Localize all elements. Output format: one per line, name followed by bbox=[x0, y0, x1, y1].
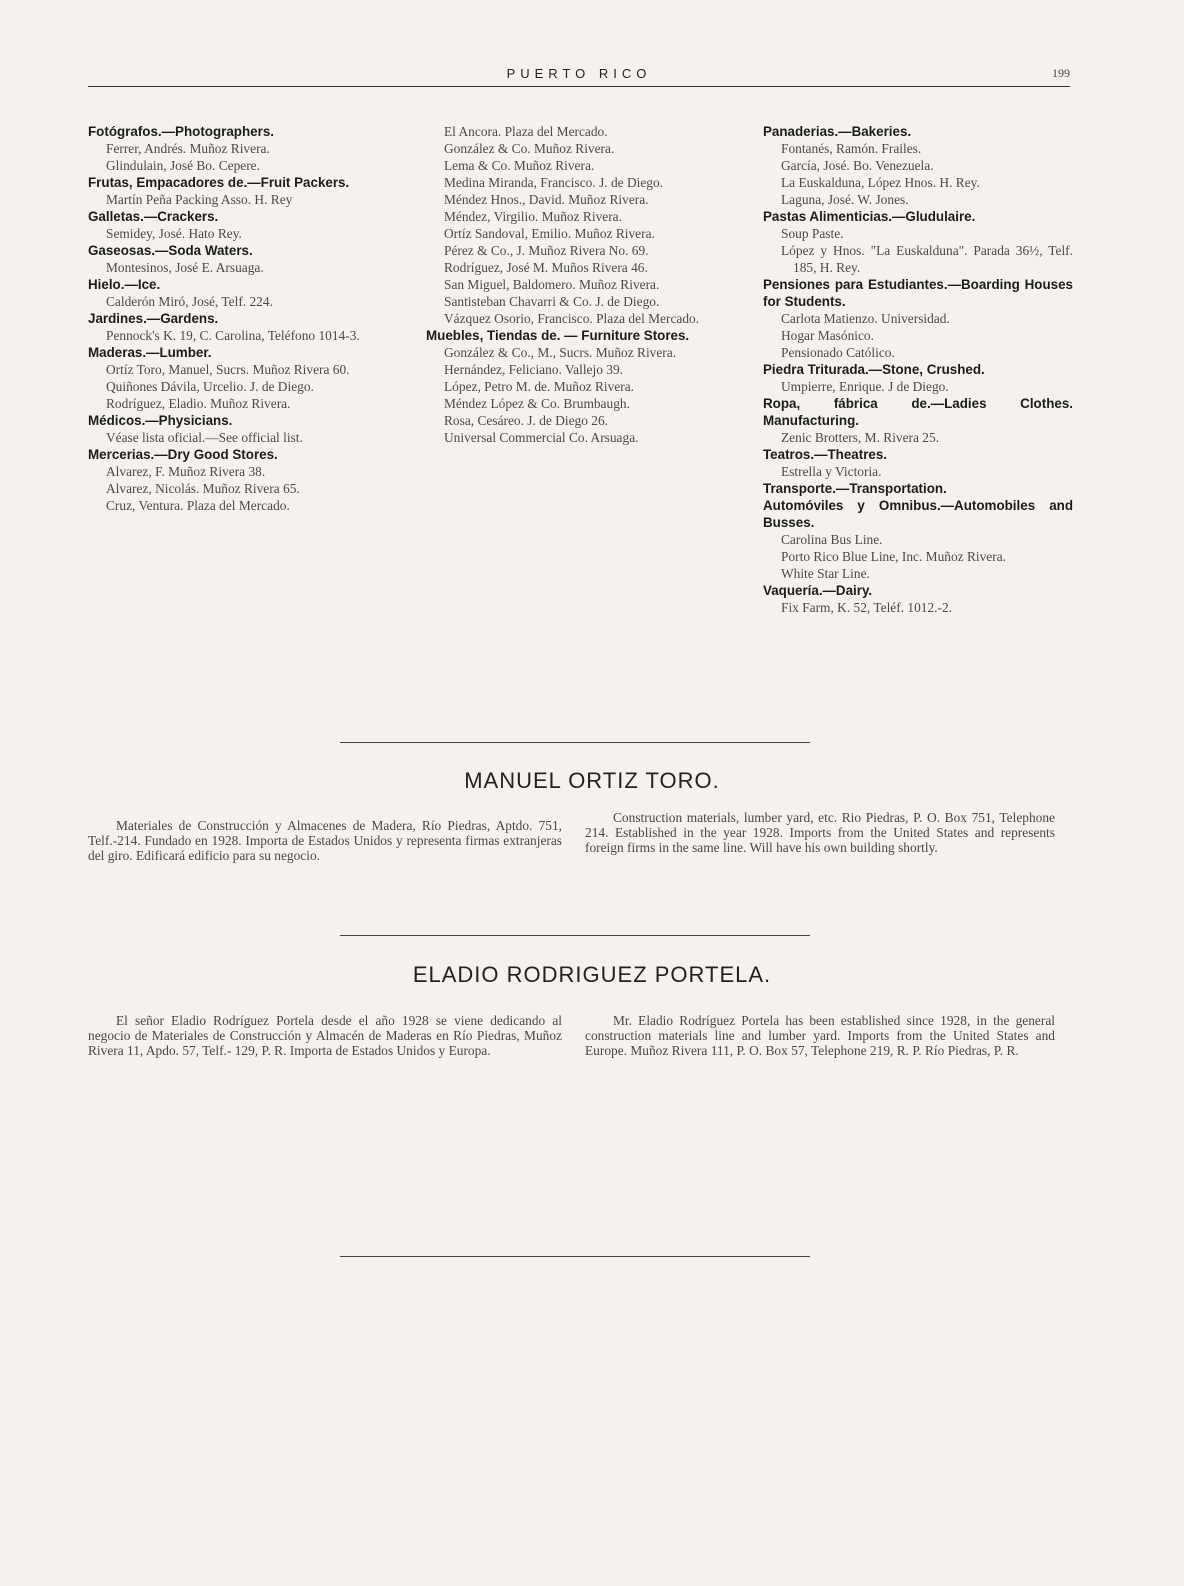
directory-entry: Pennock's K. 19, C. Carolina, Teléfono 1014-3. bbox=[106, 328, 360, 343]
directory-entry: Alvarez, F. Muñoz Rivera 38. bbox=[106, 464, 266, 479]
directory-entry: Zenic Brotters, M. Rivera 25. bbox=[781, 430, 940, 445]
section-heading: Transporte.—Transportation. bbox=[763, 481, 947, 496]
directory-section bbox=[88, 412, 398, 446]
directory-section bbox=[426, 123, 726, 327]
directory-entry: Méndez, Virgilio. Muñoz Rivera. bbox=[444, 209, 622, 224]
directory-section bbox=[763, 395, 1073, 446]
directory-entry: Semidey, José. Hato Rey. bbox=[106, 226, 242, 241]
directory-entry: Hernández, Feliciano. Vallejo 39. bbox=[444, 362, 623, 377]
directory-section bbox=[88, 123, 398, 174]
directory-entry: López y Hnos. "La Euskalduna". Parada 36½, Telf. 185, H. Rey. bbox=[781, 243, 1073, 275]
business-description-english: Construction materials, lumber yard, etc. Rio Piedras, P. O. Box 751, Telephone 214. Established in the year 1928. Imports from the United States and represents foreign firms in the same line. Will have his own building shortly. bbox=[585, 810, 1055, 855]
directory-section bbox=[763, 480, 1073, 497]
page-number: 199 bbox=[1052, 66, 1070, 80]
directory-entry: Rodríguez, José M. Muños Rivera 46. bbox=[444, 260, 648, 275]
section-heading: Pastas Alimenticias.—Gludulaire. bbox=[763, 209, 976, 224]
section-heading: Teatros.—Theatres. bbox=[763, 447, 888, 462]
directory-entry: Rosa, Cesáreo. J. de Diego 26. bbox=[444, 413, 609, 428]
section-heading: Fotógrafos.—Photographers. bbox=[88, 124, 274, 139]
directory-entry: Cruz, Ventura. Plaza del Mercado. bbox=[106, 498, 290, 513]
directory-entry: Carolina Bus Line. bbox=[781, 532, 883, 547]
directory-entry: Montesinos, José E. Arsuaga. bbox=[106, 260, 264, 275]
directory-section bbox=[426, 327, 726, 446]
directory-section bbox=[88, 344, 398, 412]
separator-rule bbox=[340, 742, 810, 743]
directory-entry: El Ancora. Plaza del Mercado. bbox=[444, 124, 608, 139]
section-heading: Ropa, fábrica de.—Ladies Clothes. Manufacturing. bbox=[763, 396, 1073, 428]
directory-entry: González & Co., M., Sucrs. Muñoz Rivera. bbox=[444, 345, 677, 360]
directory-entry: Laguna, José. W. Jones. bbox=[781, 192, 909, 207]
section-heading: Piedra Triturada.—Stone, Crushed. bbox=[763, 362, 985, 377]
directory-entry: Ortíz Toro, Manuel, Sucrs. Muñoz Rivera 60. bbox=[106, 362, 350, 377]
directory-entry: Medina Miranda, Francisco. J. de Diego. bbox=[444, 175, 664, 190]
directory-entry: Véase lista oficial.—See official list. bbox=[106, 430, 303, 445]
directory-entry: Porto Rico Blue Line, Inc. Muñoz Rivera. bbox=[781, 549, 1006, 564]
section-heading: Médicos.—Physicians. bbox=[88, 413, 233, 428]
business-description-spanish: Materiales de Construcción y Almacenes de Madera, Río Piedras, Aptdo. 751, Telf.-214. Fundado en 1928. Importa de Estados Unidos y representa firmas extranjeras del giro. Edificará edificio para su negocio. bbox=[88, 818, 562, 863]
section-heading: Maderas.—Lumber. bbox=[88, 345, 212, 360]
directory-entry: Quiñones Dávila, Urcelio. J. de Diego. bbox=[106, 379, 314, 394]
directory-entry: La Euskalduna, López Hnos. H. Rey. bbox=[781, 175, 980, 190]
business-title: MANUEL ORTIZ TORO. bbox=[464, 768, 720, 793]
section-heading: Hielo.—Ice. bbox=[88, 277, 161, 292]
directory-section bbox=[88, 208, 398, 242]
directory-entry: Méndez Hnos., David. Muñoz Rivera. bbox=[444, 192, 649, 207]
directory-entry: Glindulain, José Bo. Cepere. bbox=[106, 158, 260, 173]
directory-entry: García, José. Bo. Venezuela. bbox=[781, 158, 934, 173]
directory-entry: Calderón Miró, José, Telf. 224. bbox=[106, 294, 273, 309]
directory-entry: Pérez & Co., J. Muñoz Rivera No. 69. bbox=[444, 243, 649, 258]
section-heading: Galletas.—Crackers. bbox=[88, 209, 219, 224]
directory-entry: Fontanés, Ramón. Frailes. bbox=[781, 141, 922, 156]
directory-entry: López, Petro M. de. Muñoz Rivera. bbox=[444, 379, 635, 394]
section-heading: Automóviles y Omnibus.—Automobiles and Busses. bbox=[763, 498, 1073, 530]
directory-entry: González & Co. Muñoz Rivera. bbox=[444, 141, 615, 156]
section-heading: Pensiones para Estudiantes.—Boarding Houses for Students. bbox=[763, 277, 1073, 309]
directory-section bbox=[88, 242, 398, 276]
separator-rule bbox=[340, 1256, 810, 1257]
directory-entry: Universal Commercial Co. Arsuaga. bbox=[444, 430, 639, 445]
directory-entry: Pensionado Católico. bbox=[781, 345, 895, 360]
directory-section bbox=[763, 208, 1073, 276]
directory-column-2 bbox=[426, 123, 726, 446]
directory-column-3 bbox=[763, 123, 1073, 616]
running-title: PUERTO RICO bbox=[506, 66, 652, 81]
directory-section bbox=[88, 310, 398, 344]
section-heading: Mercerias.—Dry Good Stores. bbox=[88, 447, 278, 462]
directory-entry: Umpierre, Enrique. J de Diego. bbox=[781, 379, 949, 394]
directory-entry: Santisteban Chavarri & Co. J. de Diego. bbox=[444, 294, 660, 309]
directory-entry: Estrella y Victoria. bbox=[781, 464, 882, 479]
section-heading: Gaseosas.—Soda Waters. bbox=[88, 243, 253, 258]
directory-entry: Alvarez, Nicolás. Muñoz Rivera 65. bbox=[106, 481, 300, 496]
directory-entry: White Star Line. bbox=[781, 566, 870, 581]
directory-section bbox=[88, 174, 398, 208]
section-heading: Panaderias.—Bakeries. bbox=[763, 124, 912, 139]
directory-entry: Carlota Matienzo. Universidad. bbox=[781, 311, 950, 326]
directory-entry: Ortíz Sandoval, Emilio. Muñoz Rivera. bbox=[444, 226, 655, 241]
directory-section bbox=[88, 276, 398, 310]
separator-rule bbox=[340, 935, 810, 936]
directory-section bbox=[763, 497, 1073, 582]
directory-section bbox=[763, 446, 1073, 480]
directory-column-1 bbox=[88, 123, 398, 514]
directory-entry: Soup Paste. bbox=[781, 226, 844, 241]
directory-section bbox=[763, 276, 1073, 361]
directory-section bbox=[763, 582, 1073, 616]
directory-entry: Fix Farm, K. 52, Teléf. 1012.-2. bbox=[781, 600, 953, 615]
section-heading: Muebles, Tiendas de. — Furniture Stores. bbox=[426, 328, 690, 343]
directory-section bbox=[763, 123, 1073, 208]
section-heading: Frutas, Empacadores de.—Fruit Packers. bbox=[88, 175, 350, 190]
directory-entry: San Miguel, Baldomero. Muñoz Rivera. bbox=[444, 277, 660, 292]
business-description-english: Mr. Eladio Rodríguez Portela has been established since 1928, in the general construction materials line and lumber yard. Imports from the United States and Europe. Muñoz Rivera 111, P. O. Box 57, Telephone 219, R. P. Río Piedras, P. R. bbox=[585, 1013, 1055, 1058]
directory-entry: Ferrer, Andrés. Muñoz Rivera. bbox=[106, 141, 270, 156]
directory-entry: Lema & Co. Muñoz Rivera. bbox=[444, 158, 595, 173]
section-heading: Vaquería.—Dairy. bbox=[763, 583, 873, 598]
directory-entry: Vázquez Osorio, Francisco. Plaza del Mercado. bbox=[444, 311, 700, 326]
running-header bbox=[88, 60, 1070, 87]
directory-entry: Martín Peña Packing Asso. H. Rey bbox=[106, 192, 293, 207]
directory-entry: Hogar Masónico. bbox=[781, 328, 874, 343]
directory-section bbox=[763, 361, 1073, 395]
section-heading: Jardines.—Gardens. bbox=[88, 311, 219, 326]
business-description-spanish: El señor Eladio Rodríguez Portela desde el año 1928 se viene dedicando al negocio de Materiales de Construcción y Almacén de Maderas en Río Piedras, Muñoz Rivera 11, Apdo. 57, Telf.- 129, P. R. Importa de Estados Unidos y Europa. bbox=[88, 1013, 562, 1058]
business-title: ELADIO RODRIGUEZ PORTELA. bbox=[412, 962, 772, 987]
directory-columns bbox=[88, 123, 1073, 703]
directory-entry: Méndez López & Co. Brumbaugh. bbox=[444, 396, 630, 411]
directory-section bbox=[88, 446, 398, 514]
directory-entry: Rodríguez, Eladio. Muñoz Rivera. bbox=[106, 396, 291, 411]
